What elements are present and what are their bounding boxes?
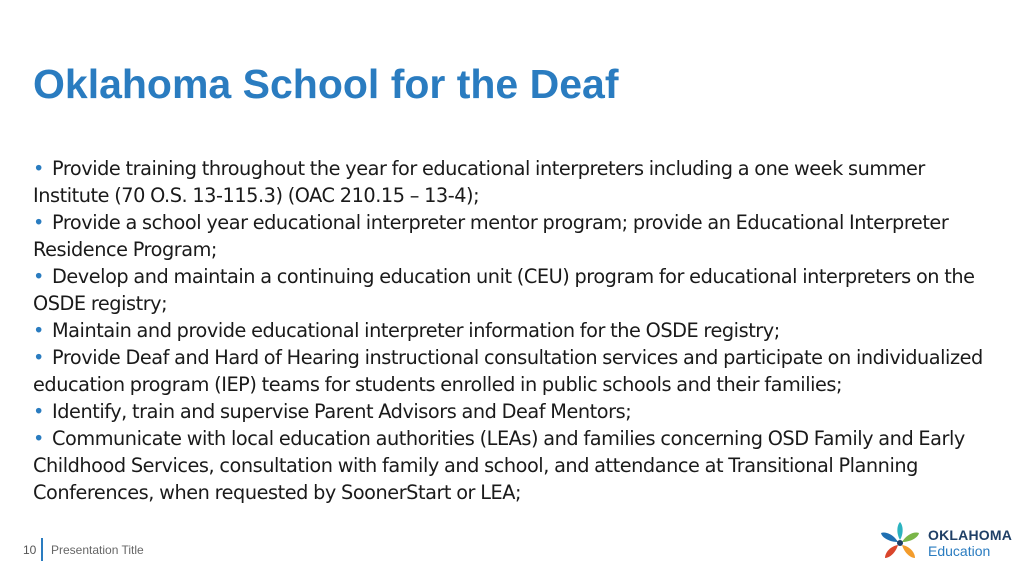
bullet-dot: • xyxy=(33,265,44,288)
oklahoma-education-logo xyxy=(878,520,1018,566)
bullet-item xyxy=(33,425,993,506)
logo-text-education: Education xyxy=(928,543,991,559)
bullet-text: Communicate with local education authorities (LEAs) and families concerning OSD Family and Early Childhood Services, consultation with family and school, and attendance at Transitional Planning Conferences, when requested by SoonerStart or LEA; xyxy=(33,427,965,504)
slide-title: Oklahoma School for the Deaf xyxy=(33,61,619,107)
bullet-text: Provide Deaf and Hard of Hearing instructional consultation services and participate on individualized education program (IEP) teams for students enrolled in public schools and their families; xyxy=(33,346,983,396)
bullet-dot: • xyxy=(33,400,44,423)
logo-petal-top-right xyxy=(902,532,919,542)
page-number: 10 xyxy=(23,543,37,557)
bullet-item xyxy=(33,209,993,263)
bullet-text: Provide training throughout the year for educational interpreters including a one week summer Institute (70 O.S. 13-115.3) (OAC 210.15 – 13-4); xyxy=(33,157,925,207)
bullet-text: Develop and maintain a continuing education unit (CEU) program for educational interpreters on the OSDE registry; xyxy=(33,265,975,315)
slide-footer xyxy=(0,538,300,562)
bullet-dot: • xyxy=(33,319,44,342)
bullet-item xyxy=(33,317,993,344)
bullet-list xyxy=(33,155,993,506)
bullet-dot: • xyxy=(33,157,44,180)
bullet-item xyxy=(33,155,993,209)
bullet-item xyxy=(33,398,993,425)
bullet-item xyxy=(33,344,993,398)
bullet-dot: • xyxy=(33,427,44,450)
bullet-dot: • xyxy=(33,346,44,369)
bullet-item xyxy=(33,263,993,317)
logo-petal-top xyxy=(897,522,902,540)
bullet-text: Identify, train and supervise Parent Advisors and Deaf Mentors; xyxy=(52,400,632,423)
logo-center xyxy=(897,540,903,546)
logo-petal-bottom-right xyxy=(902,545,915,558)
bullet-dot: • xyxy=(33,211,44,234)
oklahoma-star-icon xyxy=(878,520,922,566)
logo-petal-bottom-left xyxy=(885,545,898,558)
bullet-text: Provide a school year educational interpreter mentor program; provide an Educational Interpreter Residence Program; xyxy=(33,211,949,261)
presentation-title: Presentation Title xyxy=(51,543,144,557)
logo-text-oklahoma: OKLAHOMA xyxy=(928,527,1013,543)
logo-petal-top-left xyxy=(881,532,898,542)
bullet-text: Maintain and provide educational interpreter information for the OSDE registry; xyxy=(52,319,780,342)
footer-divider xyxy=(41,538,43,561)
